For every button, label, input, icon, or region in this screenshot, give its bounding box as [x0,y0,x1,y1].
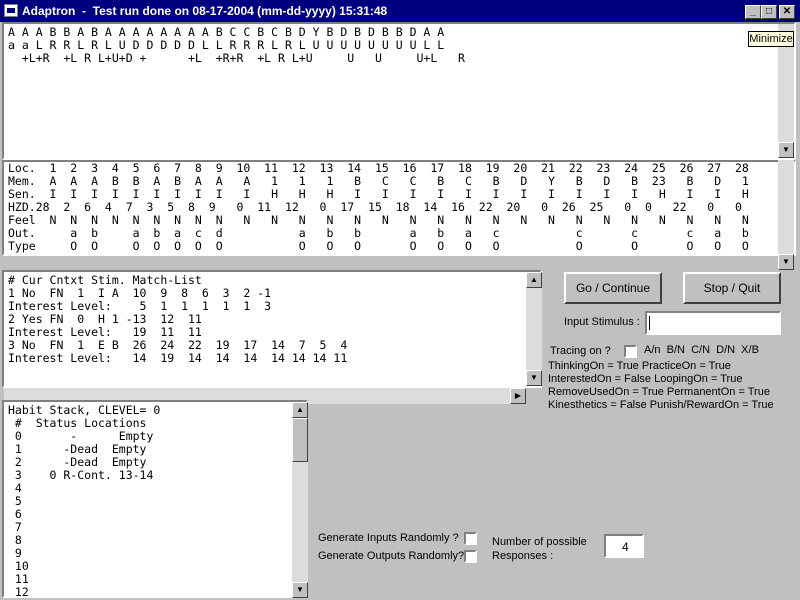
habit-stack-row: 11 [8,572,29,586]
tracing-label: Tracing on ? [550,345,611,357]
scroll-up-arrow-icon[interactable]: ▲ [292,402,308,418]
maximize-button[interactable] [761,5,777,19]
input-stimulus-field[interactable] [645,311,781,335]
match-list-vscrollbar[interactable] [526,272,542,386]
match-line: Interest Level: 19 11 11 [8,325,202,339]
tracing-checkbox[interactable] [624,345,637,358]
habit-stack-row: 10 [8,559,29,573]
gen-outputs-label: Generate Outputs Randomly? [318,550,465,562]
stop-quit-button[interactable]: Stop / Quit [683,272,781,304]
memory-row-hzd: HZD.28 2 6 4 7 3 5 8 9 0 11 12 0 17 15 18 14 16 22 20 0 26 25 0 0 22 0 0 [8,200,742,214]
text-cursor [649,316,650,330]
habit-stack-scroll-thumb[interactable] [292,418,308,462]
window-title: Adaptron - Test run done on 08-17-2004 (mm-dd-yyyy) 15:31:48 [22,4,388,18]
habit-stack-row: 8 [8,533,22,547]
sequence-panel[interactable] [2,22,796,160]
num-responses-label-2: Responses : [492,550,554,562]
status-interested: InterestedOn = False LoopingOn = True [548,373,743,385]
tracing-options: A/n B/N C/N D/N X/B [644,344,759,356]
sequence-line: a a L R R L R L U D D D D D L L R R R L R L U U U U U U U U L L [8,38,445,52]
status-thinking: ThinkingOn = True PracticeOn = True [548,360,731,372]
match-list-panel[interactable] [2,270,542,388]
gen-outputs-checkbox[interactable] [464,550,477,563]
scroll-up-arrow-icon[interactable]: ▲ [526,272,542,288]
match-line: 1 No FN 1 I A 10 9 8 6 3 2 -1 [8,286,272,300]
habit-stack-columns: # Status Locations [8,416,147,430]
memory-row-sen: Sen. I I I I I I I I I I H H H I I I I I I I I I I I H I I H [8,187,749,201]
sequence-line: +L+R +L R L+U+D + +L +R+R +L R L+U U U U+L R [8,51,465,65]
match-line: Interest Level: 14 19 14 14 14 14 14 14 11 [8,351,348,365]
habit-stack-header: Habit Stack, CLEVEL= 0 [8,403,161,417]
num-responses-label-1: Number of possible [492,536,587,548]
habit-stack-row: 6 [8,507,22,521]
memory-row-loc: Loc. 1 2 3 4 5 6 7 8 9 10 11 12 13 14 15 16 17 18 19 20 21 22 23 24 25 26 27 28 [8,161,749,175]
gen-inputs-label: Generate Inputs Randomly ? [318,532,459,544]
match-line: 3 No FN 1 E B 26 24 22 19 17 14 7 5 4 [8,338,348,352]
num-responses-field[interactable]: 4 [604,534,644,558]
scroll-down-arrow-icon[interactable]: ▼ [292,582,308,598]
app-icon[interactable] [4,4,18,17]
habit-stack-scrollbar[interactable] [292,402,308,598]
input-stimulus-label: Input Stimulus : [564,316,640,328]
close-button[interactable] [779,5,795,19]
match-line: Interest Level: 5 1 1 1 1 1 3 [8,299,272,313]
habit-stack-row: 4 [8,481,22,495]
status-kinesthetics: Kinesthetics = False Punish/RewardOn = True [548,399,774,411]
scroll-down-arrow-icon[interactable]: ▼ [526,370,542,386]
habit-stack-panel[interactable] [2,400,308,598]
memory-table-panel[interactable] [2,160,796,256]
habit-stack-row: 12 [8,585,29,598]
memory-row-type: Type O O O O O O O O O O O O O O O O O O O [8,239,749,253]
close-icon: ✕ [782,6,792,17]
memory-row-feel: Feel N N N N N N N N N N N N N N N N N N N N N N N N N N N N [8,213,749,227]
habit-stack-row: 5 [8,494,22,508]
memory-scrollbar[interactable] [778,160,794,266]
status-remove-used: RemoveUsedOn = True PermanentOn = True [548,386,770,398]
scroll-right-arrow-icon[interactable]: ▶ [510,388,526,404]
minimize-button[interactable] [745,5,761,19]
habit-stack-row: 2 -Dead Empty [8,455,147,469]
minimize-tooltip: Minimize [749,33,793,45]
maximize-icon: □ [765,6,773,17]
scroll-down-arrow-icon[interactable]: ▼ [778,254,794,270]
memory-row-out: Out. a b a b a c d a b b a b a c c c c a b [8,226,749,240]
habit-stack-row: 0 - Empty [8,429,154,443]
habit-stack-row: 1 -Dead Empty [8,442,147,456]
habit-stack-row: 9 [8,546,22,560]
memory-row-mem: Mem. A A A B B A B A A A 1 1 1 B C C B C B D Y B D B 23 B D 1 [8,174,749,188]
match-line: # Cur Cntxt Stim. Match-List [8,273,202,287]
match-list [4,272,540,365]
memory-table [4,162,794,253]
habit-stack-row: 3 0 R-Cont. 13-14 [8,468,154,482]
sequence-lines [4,24,794,65]
habit-stack-list [4,402,306,598]
scroll-down-arrow-icon[interactable]: ▼ [778,142,794,158]
go-continue-button[interactable]: Go / Continue [564,272,662,304]
match-line: 2 Yes FN 0 H 1 -13 12 11 [8,312,202,326]
sequence-line: A A A B B A B A A A A A A A A B C C B C B D Y B D B D B B D A A [8,25,445,39]
habit-stack-row: 7 [8,520,22,534]
minimize-icon: _ [750,6,756,17]
gen-inputs-checkbox[interactable] [464,532,477,545]
